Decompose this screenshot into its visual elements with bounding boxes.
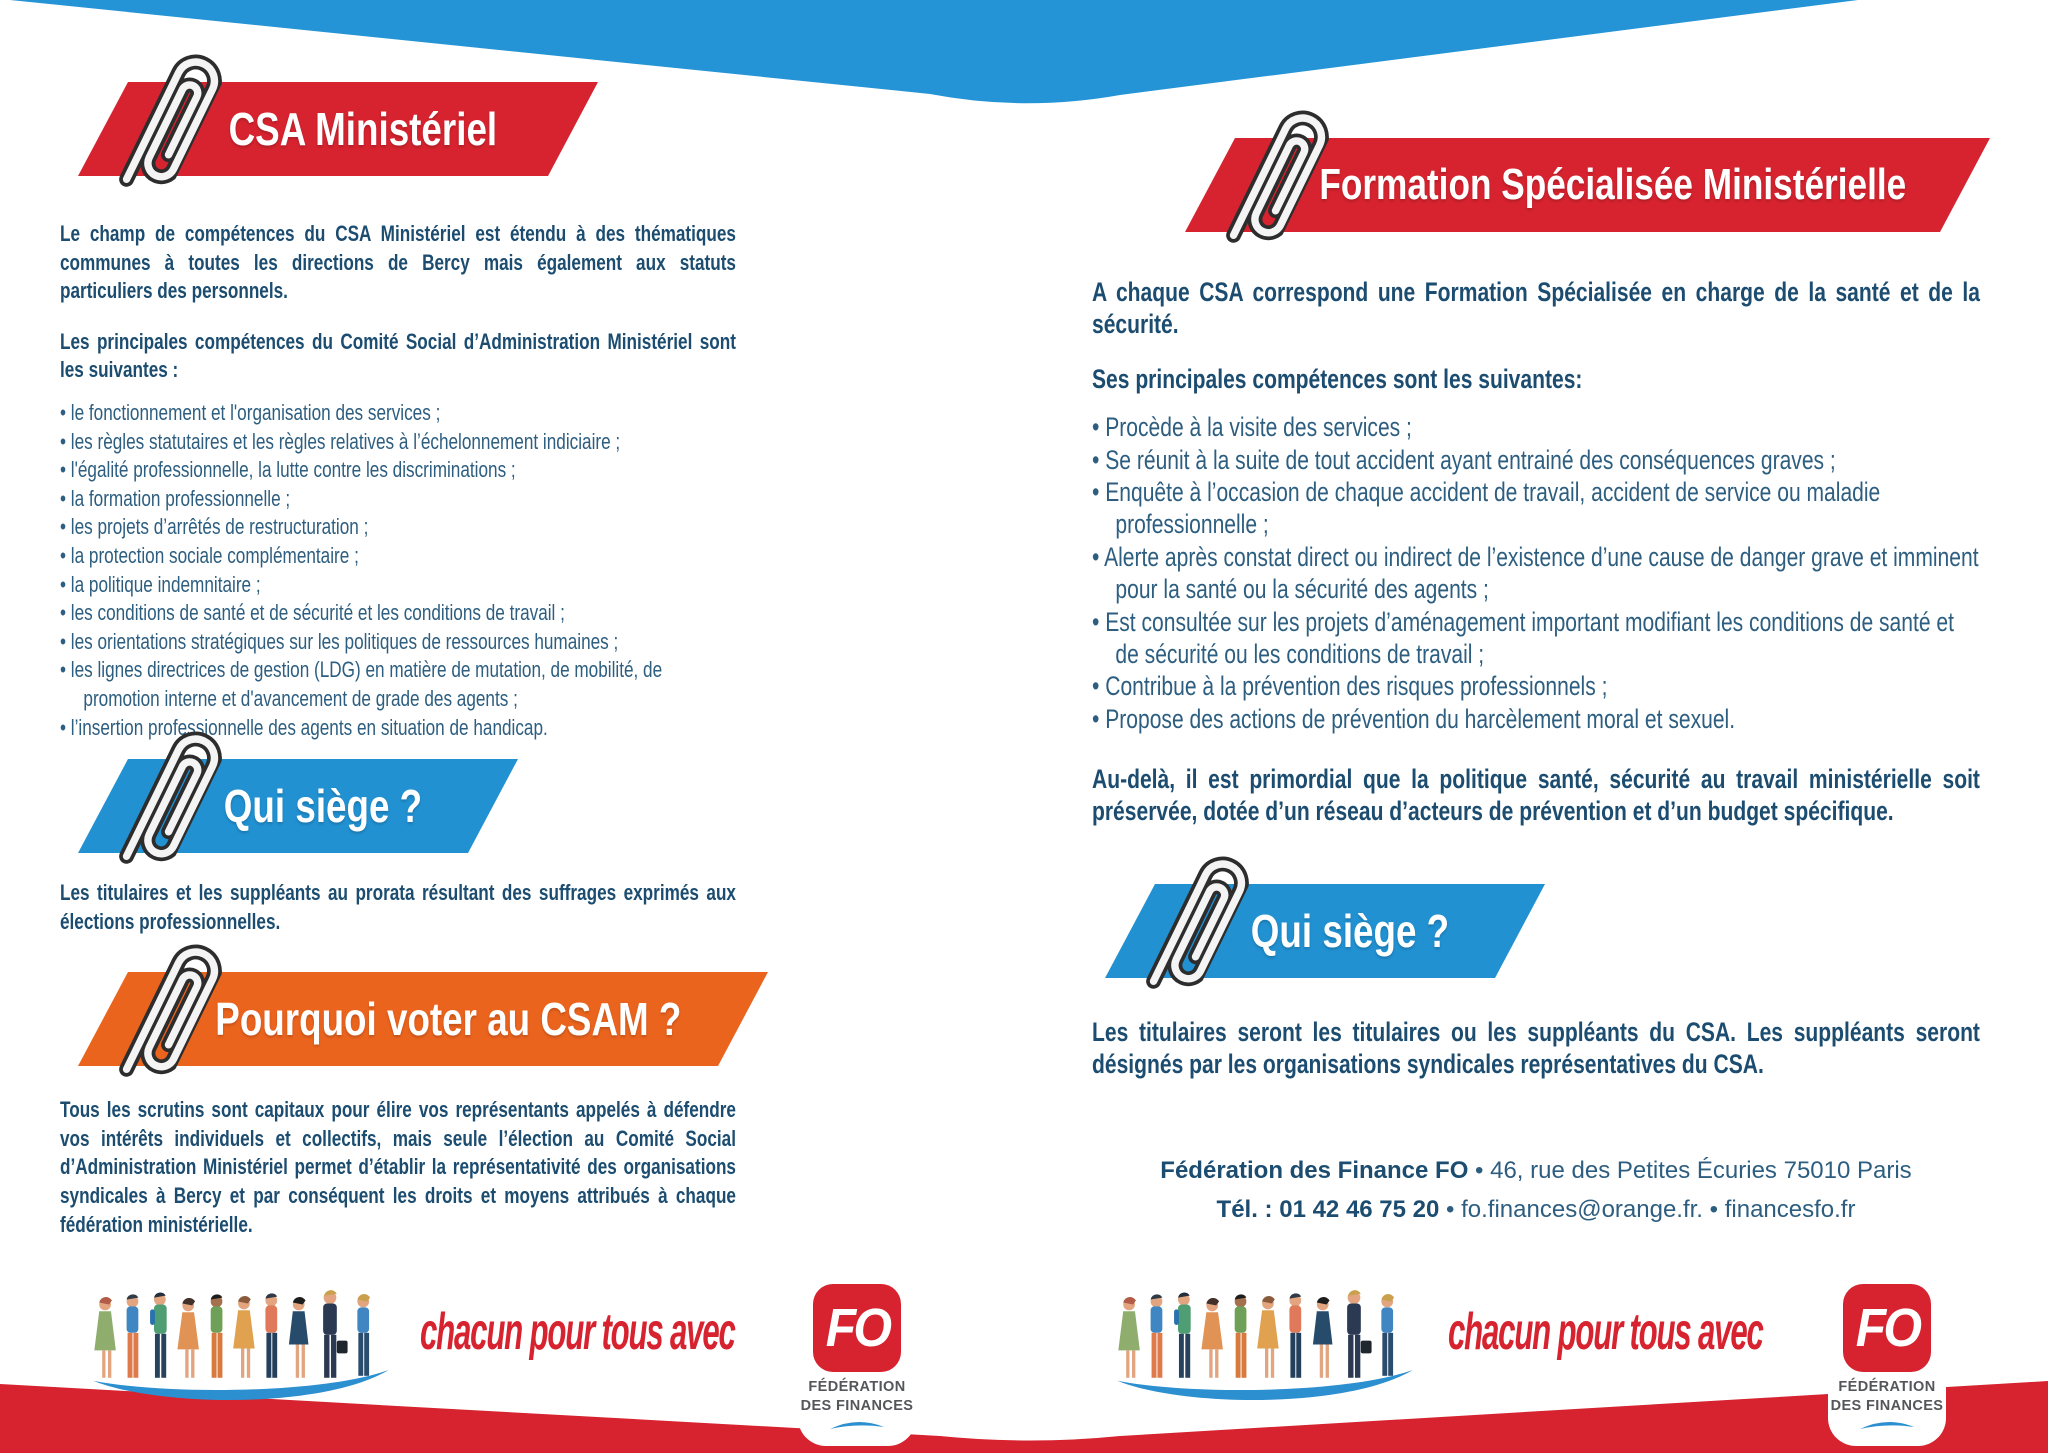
contact-address: 46, rue des Petites Écuries 75010 Paris [1490,1156,1912,1184]
bullet-item: • les conditions de santé et de sécurité et les conditions de travail ; [60,599,736,628]
person [211,1294,223,1377]
bullet-item: • la politique indemnitaire ; [60,571,736,600]
people-illustration [1110,1280,1420,1412]
banner-pourquoi-voter [128,972,768,1066]
person [357,1294,370,1376]
person [127,1294,139,1377]
bullet-item: • Procède à la visite des services ; [1092,411,1980,443]
person [177,1298,199,1378]
formation-outro-paragraph: Au-delà, il est primordial que la politique santé, sécurité au travail ministérielle soit préservée, dotée d’un réseau d’acteurs de prévention et d’un budget spécifique. [1092,764,1980,827]
banner-title: Formation Spécialisée Ministérielle [1319,160,1906,209]
slogan-text: chacun pour tous avec [1448,1303,1763,1361]
person [1289,1293,1301,1377]
bullet-item: • les lignes directrices de gestion (LDG) en matière de mutation, de mobilité, de promotion interne et d'avancement de grade des agents ; [60,656,736,713]
fo-logo-text: FO [1855,1298,1919,1358]
qui-siege-left-paragraph: Les titulaires et les suppléants au prorata résultant des suffrages exprimés aux élections professionnelles. [60,880,736,934]
csa-intro-paragraph: Le champ de compétences du CSA Ministériel est étendu à des thématiques communes à toutes les directions de Bercy mais également aux statuts particuliers des personnels. [60,221,736,304]
contact-line-address [1092,1151,1980,1191]
contact-email: fo.finances@orange.fr. [1461,1196,1703,1224]
banner-qui-siege-left [128,759,518,853]
person [1257,1296,1279,1378]
bullet-item: • Propose des actions de prévention du harcèlement moral et sexuel. [1092,703,1980,735]
formation-competences-list [1092,411,1980,735]
bullet-item: • l’insertion professionnelle des agents en situation de handicap. [60,714,736,743]
csa-competences-list [60,399,736,742]
fo-logo-box [1843,1284,1931,1372]
person [1381,1294,1394,1376]
person [1174,1292,1191,1377]
banner-title: CSA Ministériel [228,103,498,155]
banner-title: Pourquoi voter au CSAM ? [214,993,682,1046]
person [1201,1298,1223,1378]
person [1118,1297,1140,1378]
contact-block [1092,1151,1980,1230]
bullet-item: • Contribue à la prévention des risques professionnels ; [1092,670,1980,702]
csa-list-heading: Les principales compétences du Comité Social d’Administration Ministériel sont les suivantes : [60,328,736,383]
federation-label: FÉDÉRATION DES FINANCES [800,1379,914,1414]
logo-swoosh-icon [1857,1418,1917,1432]
person [1235,1294,1247,1377]
bullet-item: • Alerte après constat direct ou indirect de l’existence d’une cause de danger grave et imminent pour la santé ou la sécurité des agents ; [1092,541,1980,606]
bullet-item: • le fonctionnement et l'organisation des services ; [60,399,736,428]
bullet-item: • les orientations stratégiques sur les politiques de ressources humaines ; [60,628,736,657]
banner-csa-ministeriel [128,82,598,176]
contact-tel: Tél. : 01 42 46 75 20 [1216,1196,1440,1224]
bullet-item: • Est consultée sur les projets d’aménagement important modifiant les conditions de santé et de sécurité ou les conditions de travail ; [1092,606,1980,671]
banner-title: Qui siège ? [1250,904,1450,957]
right-column [1092,138,1980,1230]
banner-formation-specialisee [1235,138,1990,232]
contact-org: Fédération des Finance FO [1160,1156,1469,1184]
person [1347,1290,1371,1378]
bullet-item: • les projets d’arrêtés de restructuration ; [60,513,736,542]
formation-list-heading: Ses principales compétences sont les suivantes: [1092,363,1583,394]
fo-logo [1828,1274,1946,1446]
bullet-item: • Enquête à l’occasion de chaque accident de travail, accident de service ou maladie professionnelle ; [1092,476,1980,541]
bullet-separator: • [1446,1196,1455,1224]
contact-line-tel [1092,1190,1980,1230]
slogan-text: chacun pour tous avec [420,1303,735,1361]
qui-siege-right-paragraph: Les titulaires seront les titulaires ou les suppléants du CSA. Les suppléants seront désignés par les organisations syndicales représentatives du CSA. [1092,1016,1980,1080]
banner-title: Qui siège ? [223,780,423,833]
bullet-separator: • [1475,1156,1484,1184]
left-column [60,82,736,1239]
pourquoi-voter-paragraph: Tous les scrutins sont capitaux pour élire vos représentants appelés à défendre vos intérêts individuels et collectifs, mais seule l’élection au Comité Social d’Administration Ministériel permet d’établir la représentativité des organisations syndicales à Bercy et par conséquent les droits et moyens attribués à chaque fédération ministérielle. [60,1097,736,1237]
fo-logo [798,1274,916,1446]
person [1313,1297,1333,1378]
bullet-item: • la formation professionnelle ; [60,485,736,514]
fo-logo-text: FO [825,1298,889,1358]
person [1151,1294,1163,1377]
logo-swoosh-icon [827,1418,887,1432]
banner-qui-siege-right [1155,884,1545,978]
person [233,1296,255,1378]
person [265,1293,277,1377]
federation-label: FÉDÉRATION DES FINANCES [1830,1379,1944,1414]
people-illustration [86,1280,396,1412]
bullet-item: • Se réunit à la suite de tout accident ayant entrainé des conséquences graves ; [1092,444,1980,476]
person [323,1290,347,1378]
bullet-item: • les règles statutaires et les règles relatives à l’échelonnement indiciaire ; [60,428,736,457]
formation-intro-paragraph: A chaque CSA correspond une Formation Spécialisée en charge de la santé et de la sécurité. [1092,277,1980,340]
fo-logo-box [813,1284,901,1372]
contact-website: financesfo.fr [1724,1196,1856,1224]
person [289,1297,309,1378]
bullet-separator: • [1709,1196,1719,1224]
bullet-item: • la protection sociale complémentaire ; [60,542,736,571]
person [150,1292,167,1377]
person [94,1297,116,1378]
bullet-item: • l'égalité professionnelle, la lutte contre les discriminations ; [60,456,736,485]
